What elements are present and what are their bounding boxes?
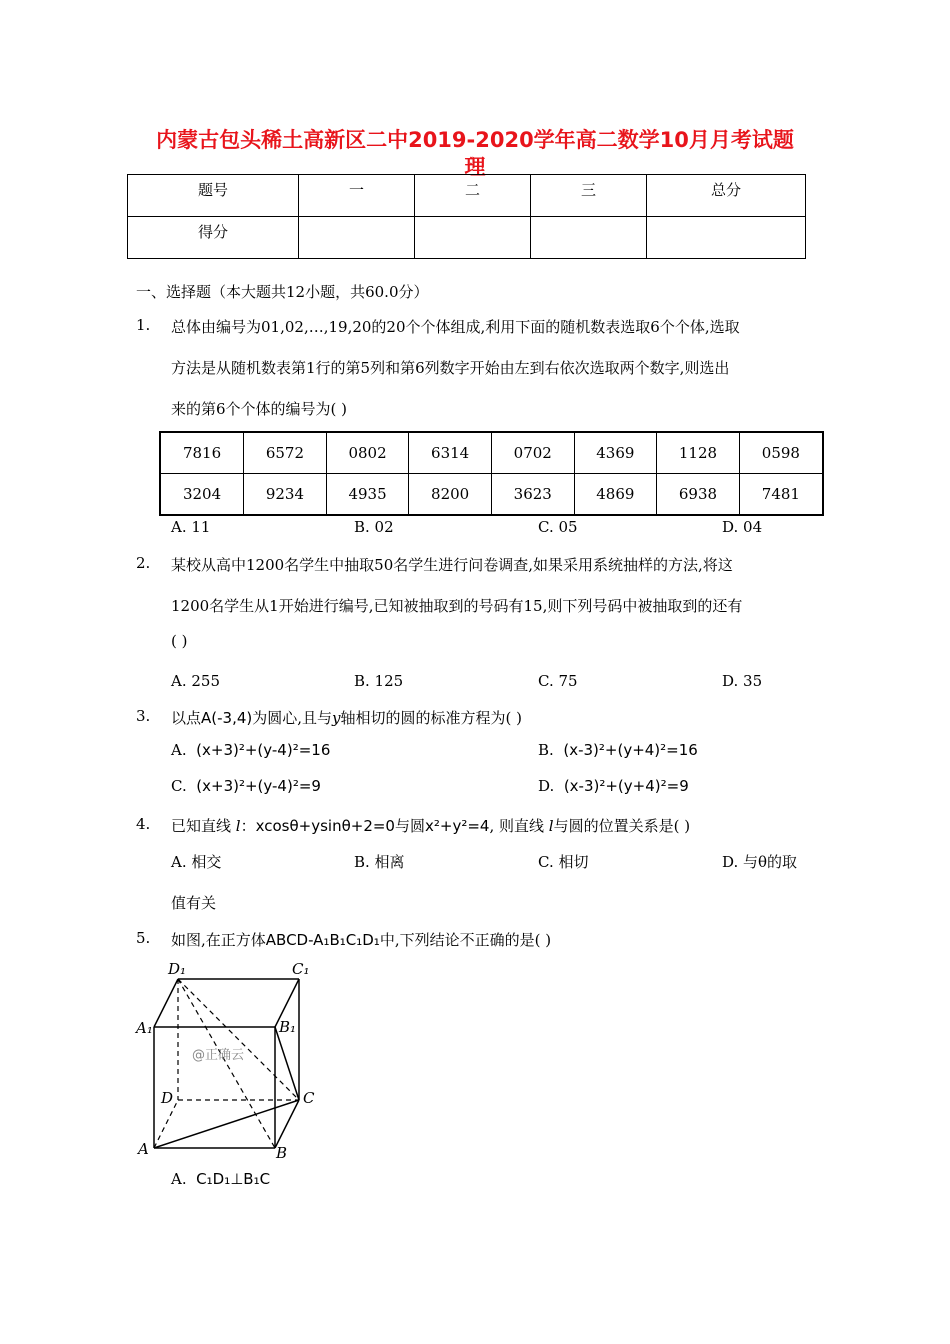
- cube-edge-A1D1: [154, 979, 178, 1027]
- score-cell[interactable]: [415, 217, 531, 259]
- random-number-cell: 0598: [739, 432, 823, 474]
- question-text: ( ): [171, 632, 188, 650]
- vertex-label-D1: D₁: [168, 960, 187, 978]
- math-point: A(-3,4): [201, 709, 253, 727]
- option-c[interactable]: C. 75: [538, 672, 578, 690]
- cube-diagonal-B1C: [275, 1027, 299, 1100]
- random-number-cell: 1128: [657, 432, 740, 474]
- question-text-part: 如图,在正方体: [171, 931, 266, 949]
- option-label: A.: [171, 741, 187, 759]
- option-c[interactable]: C. 05: [538, 518, 578, 536]
- option-d[interactable]: [538, 777, 689, 795]
- question-text: 来的第6个个体的编号为( ): [171, 400, 348, 418]
- option-b[interactable]: [538, 741, 698, 759]
- random-number-cell: 4935: [326, 474, 409, 516]
- random-number-table: [159, 431, 824, 516]
- option-a[interactable]: A. 相交: [171, 853, 222, 871]
- option-a[interactable]: A. 11: [171, 518, 211, 536]
- math-equation: xcosθ+ysinθ+2=0: [255, 817, 395, 835]
- cube-figure: [130, 955, 330, 1165]
- option-label: C.: [171, 777, 187, 795]
- vertex-label-B1: B₁: [279, 1018, 297, 1036]
- option-a[interactable]: A. 255: [171, 672, 220, 690]
- question-text: 方法是从随机数表第1行的第5列和第6列数字开始由左到右依次选取两个数字,则选出: [171, 359, 730, 377]
- random-number-cell: 3623: [491, 474, 574, 516]
- score-row-label: 得分: [128, 217, 299, 259]
- question-text-part: 中,下列结论不正确的是( ): [379, 931, 552, 949]
- question-text-part: 已知直线: [171, 817, 236, 835]
- option-d[interactable]: D. 04: [722, 518, 763, 536]
- option-b[interactable]: B. 02: [354, 518, 394, 536]
- option-label: A.: [171, 1170, 187, 1188]
- random-number-cell: 6572: [244, 432, 327, 474]
- question-text: 1200名学生从1开始进行编号,已知被抽取到的号码有15,则下列号码中被抽取到的还有: [171, 597, 743, 615]
- cube-hidden-diagonal-D1B: [178, 979, 275, 1148]
- option-a[interactable]: [171, 741, 330, 759]
- random-number-cell: 4369: [574, 432, 657, 474]
- option-equation: (x+3)²+(y-4)²=16: [196, 741, 331, 759]
- random-number-cell: 4869: [574, 474, 657, 516]
- section-heading: 一、选择题（本大题共12小题，共60.0分）: [136, 283, 429, 301]
- title-line-2: 理: [464, 155, 486, 179]
- random-number-cell: 6938: [657, 474, 740, 516]
- score-cell[interactable]: [299, 217, 415, 259]
- question-text: [171, 815, 690, 836]
- math-cube: ABCD-A₁B₁C₁D₁: [265, 931, 380, 949]
- question-text-part: 为圆心,且与: [252, 709, 333, 727]
- question-number: 1.: [136, 316, 151, 334]
- question-number: 3.: [136, 707, 151, 725]
- option-d[interactable]: D. 35: [722, 672, 763, 690]
- option-d[interactable]: D. 与θ的取: [722, 853, 798, 871]
- question-number: 4.: [136, 815, 151, 833]
- question-text-part: , 则直线: [489, 817, 549, 835]
- option-equation: (x+3)²+(y-4)²=9: [196, 777, 321, 795]
- option-a[interactable]: [171, 1170, 270, 1188]
- option-c[interactable]: C. 相切: [538, 853, 589, 871]
- vertex-label-D: D: [161, 1089, 174, 1107]
- question-text: [171, 707, 522, 728]
- math-axis: y: [332, 709, 341, 727]
- score-cell[interactable]: [531, 217, 647, 259]
- option-c[interactable]: [171, 777, 321, 795]
- random-number-cell: 8200: [409, 474, 492, 516]
- random-number-cell: 0802: [326, 432, 409, 474]
- random-number-cell: 7481: [739, 474, 823, 516]
- math-line-name: l: [235, 817, 241, 835]
- question-text: [171, 929, 551, 950]
- random-number-cell: 3204: [160, 474, 244, 516]
- question-text-part: 以点: [171, 709, 202, 727]
- option-d-continued: 值有关: [171, 894, 217, 912]
- cube-hidden-diagonal-D1C: [178, 979, 299, 1100]
- question-number: 5.: [136, 929, 151, 947]
- question-text-part: 与圆的位置关系是( ): [553, 817, 691, 835]
- score-header-cell: 题号: [128, 175, 299, 217]
- option-equation: (x-3)²+(y+4)²=9: [563, 777, 689, 795]
- question-text-part: ：: [240, 817, 256, 835]
- vertex-label-B: B: [276, 1144, 288, 1162]
- question-text: 总体由编号为01,02,…,19,20的20个个体组成,利用下面的随机数表选取6个个体,选取: [171, 318, 740, 336]
- option-equation: (x-3)²+(y+4)²=16: [563, 741, 698, 759]
- score-header-cell: 总分: [647, 175, 806, 217]
- score-cell[interactable]: [647, 217, 806, 259]
- question-text: 某校从高中1200名学生中抽取50名学生进行问卷调查,如果采用系统抽样的方法,将这: [171, 556, 733, 574]
- question-text-part: 轴相切的圆的标准方程为( ): [340, 709, 522, 727]
- option-b[interactable]: B. 125: [354, 672, 404, 690]
- vertex-label-C: C: [303, 1089, 315, 1107]
- random-number-cell: 9234: [244, 474, 327, 516]
- score-table: [127, 174, 806, 259]
- random-number-cell: 6314: [409, 432, 492, 474]
- vertex-label-C1: C₁: [292, 960, 310, 978]
- question-number: 2.: [136, 554, 151, 572]
- watermark: @正确云: [192, 1048, 245, 1063]
- option-label: D.: [538, 777, 555, 795]
- option-equation: C₁D₁⊥B₁C: [196, 1170, 271, 1188]
- random-number-cell: 7816: [160, 432, 244, 474]
- vertex-label-A: A: [138, 1140, 149, 1158]
- title-line-1: 内蒙古包头稀土高新区二中2019-2020学年高二数学10月月考试题: [156, 128, 794, 152]
- cube-diagonal-AC: [154, 1100, 299, 1148]
- option-label: B.: [538, 741, 554, 759]
- math-line-name: l: [548, 817, 554, 835]
- option-b[interactable]: B. 相离: [354, 853, 405, 871]
- vertex-label-A1: A₁: [136, 1019, 153, 1037]
- question-text-part: 与圆: [394, 817, 425, 835]
- math-equation: x²+y²=4: [425, 817, 490, 835]
- score-header-cell: 三: [531, 175, 647, 217]
- random-number-cell: 0702: [491, 432, 574, 474]
- score-header-cell: 二: [415, 175, 531, 217]
- score-header-cell: 一: [299, 175, 415, 217]
